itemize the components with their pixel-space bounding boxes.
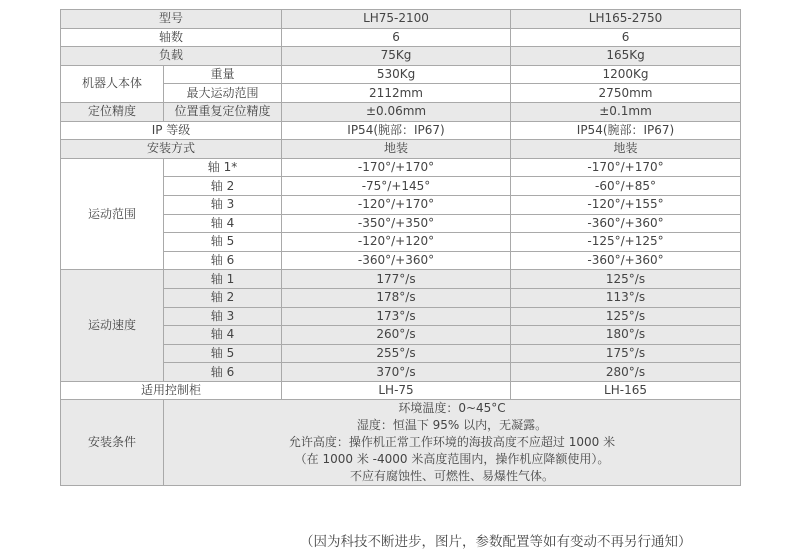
cell-value: 370°/s — [282, 363, 511, 382]
axis-label: 轴 2 — [164, 288, 282, 307]
cell-value: 1200Kg — [511, 65, 741, 84]
footer-note: （因为科技不断进步，图片，参数配置等如有变动不再另行通知） — [300, 534, 692, 550]
row-label: 型号 — [61, 10, 282, 29]
table-row — [61, 102, 741, 121]
row-label: 重量 — [164, 65, 282, 84]
axis-label: 轴 4 — [164, 326, 282, 345]
table-row — [61, 47, 741, 66]
cell-value: 2750mm — [511, 84, 741, 103]
install-conditions — [164, 400, 741, 486]
row-label: 适用控制柜 — [61, 381, 282, 400]
row-label: 负载 — [61, 47, 282, 66]
cell-value: 280°/s — [511, 363, 741, 382]
axis-label: 轴 2 — [164, 177, 282, 196]
cell-value: 173°/s — [282, 307, 511, 326]
table-row — [61, 158, 741, 177]
condition-line: 环境温度：0~45°C — [398, 401, 506, 416]
condition-line: 不应有腐蚀性、可燃性、易爆性气体。 — [350, 469, 555, 484]
cell-value: -170°/+170° — [511, 158, 741, 177]
cell-value: -60°/+85° — [511, 177, 741, 196]
axis-label: 轴 5 — [164, 344, 282, 363]
cell-value: 175°/s — [511, 344, 741, 363]
cell-value: IP54(腕部：IP67) — [282, 121, 511, 140]
cell-value: 260°/s — [282, 326, 511, 345]
row-label: 轴数 — [61, 28, 282, 47]
cell-value: 地装 — [282, 140, 511, 159]
cell-value: IP54(腕部：IP67) — [511, 121, 741, 140]
group-label: 定位精度 — [61, 102, 164, 121]
cell-value: 255°/s — [282, 344, 511, 363]
cell-value: 125°/s — [511, 270, 741, 289]
group-label: 安装条件 — [61, 400, 164, 486]
axis-label: 轴 3 — [164, 307, 282, 326]
cell-value: LH-75 — [282, 381, 511, 400]
cell-value: -125°/+125° — [511, 233, 741, 252]
condition-line: 允许高度：操作机正常工作环境的海拔高度不应超过 1000 米 — [288, 435, 616, 450]
table-row — [61, 270, 741, 289]
cell-value: 地装 — [511, 140, 741, 159]
condition-line: 湿度：恒温下 95% 以内，无凝露。 — [356, 418, 548, 433]
model-name: LH165-2750 — [511, 10, 741, 29]
table-row — [61, 381, 741, 400]
axis-label: 轴 1 — [164, 270, 282, 289]
spec-table — [60, 9, 741, 486]
cell-value: 180°/s — [511, 326, 741, 345]
axis-label: 轴 6 — [164, 251, 282, 270]
axis-label: 轴 1* — [164, 158, 282, 177]
cell-value: -360°/+360° — [511, 251, 741, 270]
table-row — [61, 28, 741, 47]
cell-value: LH-165 — [511, 381, 741, 400]
cell-value: 6 — [282, 28, 511, 47]
cell-value: -75°/+145° — [282, 177, 511, 196]
cell-value: -120°/+170° — [282, 195, 511, 214]
table-row — [61, 65, 741, 84]
table-row — [61, 400, 741, 486]
group-label: 运动速度 — [61, 270, 164, 382]
cell-value: 6 — [511, 28, 741, 47]
cell-value: 75Kg — [282, 47, 511, 66]
cell-value: -350°/+350° — [282, 214, 511, 233]
cell-value: 177°/s — [282, 270, 511, 289]
row-label: 最大运动范围 — [164, 84, 282, 103]
model-name: LH75-2100 — [282, 10, 511, 29]
axis-label: 轴 3 — [164, 195, 282, 214]
table-row — [61, 121, 741, 140]
cell-value: -170°/+170° — [282, 158, 511, 177]
axis-label: 轴 4 — [164, 214, 282, 233]
cell-value: ±0.1mm — [511, 102, 741, 121]
cell-value: 125°/s — [511, 307, 741, 326]
table-row — [61, 140, 741, 159]
condition-line: （在 1000 米 -4000 米高度范围内，操作机应降额使用）。 — [294, 452, 610, 467]
cell-value: -360°/+360° — [511, 214, 741, 233]
cell-value: -120°/+155° — [511, 195, 741, 214]
cell-value: -360°/+360° — [282, 251, 511, 270]
table-row — [61, 10, 741, 29]
row-label: IP 等级 — [61, 121, 282, 140]
cell-value: 178°/s — [282, 288, 511, 307]
cell-value: 113°/s — [511, 288, 741, 307]
row-label: 位置重复定位精度 — [164, 102, 282, 121]
row-label: 安装方式 — [61, 140, 282, 159]
cell-value: 2112mm — [282, 84, 511, 103]
cell-value: ±0.06mm — [282, 102, 511, 121]
axis-label: 轴 5 — [164, 233, 282, 252]
cell-value: -120°/+120° — [282, 233, 511, 252]
cell-value: 165Kg — [511, 47, 741, 66]
cell-value: 530Kg — [282, 65, 511, 84]
group-label: 机器人本体 — [61, 65, 164, 102]
axis-label: 轴 6 — [164, 363, 282, 382]
group-label: 运动范围 — [61, 158, 164, 270]
